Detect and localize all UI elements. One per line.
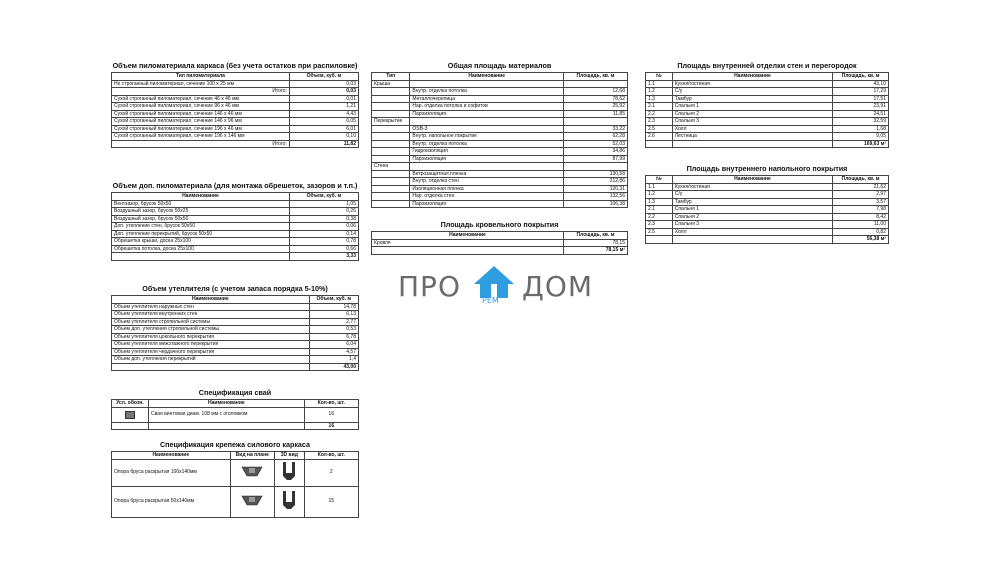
cell: Опора бруса раскрытая 50х140мм: [112, 486, 231, 517]
piles-title: Спецификация свай: [198, 388, 272, 397]
cell: 120,31: [563, 185, 627, 193]
table-row: [372, 125, 628, 133]
table-row: [372, 88, 628, 96]
materials-title: Общая площадь материалов: [447, 61, 552, 70]
table-row: [112, 95, 359, 103]
table-row: [112, 311, 359, 319]
col-header: Площадь, кв. м: [833, 73, 889, 81]
cell: Сухой строганный пиломатериал, сечение 46 х 46 мм: [112, 95, 290, 103]
cell: Объем доп. утепления перекрытий: [112, 356, 310, 364]
bracket-3d-icon: [275, 459, 305, 486]
cell: Объем утеплителя цокольного перекрытия: [112, 333, 310, 341]
brand-logo: [398, 262, 603, 312]
cell: 24,51: [833, 110, 889, 118]
cell: Лестница: [672, 133, 832, 141]
cell: 2.1: [646, 103, 673, 111]
cell: Тамбур: [672, 95, 832, 103]
cell: 7,98: [833, 206, 889, 214]
total-row: [112, 253, 359, 261]
table-row: [112, 200, 359, 208]
col-header: Наименование: [112, 296, 310, 304]
cell: 1.1: [646, 80, 673, 88]
empty-cell: [372, 110, 410, 118]
table-row: [112, 459, 359, 486]
cell: 130,58: [563, 170, 627, 178]
empty-cell: [646, 140, 673, 148]
bracket-3d-icon: [275, 486, 305, 517]
cell: Спальня 1: [672, 206, 832, 214]
cell: 6,04: [309, 341, 358, 349]
table-row: [112, 208, 359, 216]
walls-table: [645, 72, 889, 148]
cell: Кровля: [372, 239, 564, 247]
table-row: [112, 238, 359, 246]
cell: 0,01: [289, 95, 358, 103]
table-row: [112, 230, 359, 238]
cell: 0,53: [309, 326, 358, 334]
cell: Объем утеплителя межэтажного перекрытия: [112, 341, 310, 349]
cell: Внутр. отделка потолка: [410, 88, 564, 96]
table-row: [646, 183, 889, 191]
materials-table: [371, 72, 628, 208]
lumber-title: Объем пиломатериала каркаса (без учета остатков при распиловке): [112, 61, 358, 70]
table-row: [112, 125, 359, 133]
cell: Спальня 2: [672, 110, 832, 118]
cell: Изоляционная пленка: [410, 185, 564, 193]
cell: 16: [304, 407, 358, 422]
empty-cell: [563, 163, 627, 171]
table-row: [646, 213, 889, 221]
col-header: №: [646, 73, 673, 81]
col-header: Наименование: [112, 452, 231, 460]
subtotal-value: 0,03: [289, 88, 358, 96]
cell: Внутр. отделка потолка: [410, 140, 564, 148]
house-icon: [472, 264, 516, 300]
empty-cell: [372, 140, 410, 148]
roof-section: [371, 220, 628, 255]
cell: 0,05: [289, 118, 358, 126]
cell: Доп. утепление перекрытий, брусок 50х50: [112, 230, 290, 238]
empty-cell: [372, 193, 410, 201]
cell: Ветрозащитная пленка: [410, 170, 564, 178]
group-type: Крыша: [372, 80, 410, 88]
cell: С/у: [672, 88, 832, 96]
cell: 6,01: [289, 125, 358, 133]
table-row: [112, 80, 359, 88]
table-row: [112, 223, 359, 231]
cell: Нар. отделка потолка и софитов: [410, 103, 564, 111]
table-row: [372, 185, 628, 193]
empty-cell: [372, 103, 410, 111]
cell: Пароизоляция: [410, 200, 564, 208]
table-row: [646, 103, 889, 111]
group-row: [372, 80, 628, 88]
table-row: [646, 228, 889, 236]
empty-cell: [372, 148, 410, 156]
lumber-table: [111, 72, 359, 148]
table-row: [372, 103, 628, 111]
col-header: 3D вид: [275, 452, 305, 460]
col-header: Площадь, кв. м: [564, 232, 628, 240]
extra-lumber-section: [111, 181, 359, 261]
cell: Сухой строганный пиломатериал, сечение 146 х 96 мм: [112, 118, 290, 126]
table-row: [372, 110, 628, 118]
cell: 2.2: [646, 213, 673, 221]
table-row: [112, 356, 359, 364]
table-row: [112, 215, 359, 223]
insulation-section: [111, 284, 359, 371]
total-value: 78,15 м²: [564, 247, 628, 255]
col-header: Наименование: [672, 176, 832, 184]
col-header: Площадь, кв. м: [563, 73, 627, 81]
pile-symbol-icon: [112, 407, 149, 422]
empty-cell: [410, 163, 564, 171]
table-row: [112, 326, 359, 334]
table-row: [112, 110, 359, 118]
cell: 11,00: [833, 221, 889, 229]
cell: 52,03: [563, 140, 627, 148]
floor-table: [645, 175, 889, 244]
cell: 1.3: [646, 95, 673, 103]
cell: 9,05: [833, 133, 889, 141]
table-row: [646, 88, 889, 96]
logo-subtext: РЕМ: [482, 296, 499, 305]
cell: 0,26: [289, 208, 358, 216]
cell: 2.3: [646, 221, 673, 229]
col-header: Вид на плане: [230, 452, 274, 460]
fasteners-section: [111, 440, 359, 518]
cell: 2,77: [309, 318, 358, 326]
cell: 23,91: [833, 103, 889, 111]
table-row: [372, 155, 628, 163]
extra-lumber-title: Объем доп. пиломатериала (для монтажа обрешеток, зазоров и т.п.): [112, 181, 358, 190]
cell: Воздушный зазор, брусок 50х25: [112, 208, 290, 216]
col-header: Кол-во, шт.: [304, 400, 358, 408]
cell: 0,78: [289, 238, 358, 246]
cell: Не строганный пиломатериал, сечение 100 х 25 мм: [112, 80, 290, 88]
total-value: 3,33: [289, 253, 358, 261]
empty-cell: [372, 155, 410, 163]
col-header: Наименование: [672, 73, 832, 81]
cell: Кухня/гостиная: [672, 183, 832, 191]
table-row: [112, 348, 359, 356]
total-value: 16: [304, 422, 358, 430]
total-value: 11,82: [289, 140, 358, 148]
total-row: [646, 236, 889, 244]
cell: Спальня 1: [672, 103, 832, 111]
cell: С/у: [672, 191, 832, 199]
cell: 25,92: [563, 103, 627, 111]
cell: 4,43: [289, 110, 358, 118]
cell: Объем утеплителя стропильной системы: [112, 318, 310, 326]
group-type: Перекрытие: [372, 118, 410, 126]
cell: 17,29: [833, 88, 889, 96]
bracket-plan-icon: [230, 459, 274, 486]
cell: Внутр. отделка стен: [410, 178, 564, 186]
empty-cell: [563, 118, 627, 126]
roof-title: Площадь кровельного покрытия: [440, 220, 559, 229]
total-label: [112, 253, 290, 261]
cell: Пароизоляция: [410, 110, 564, 118]
cell: 2.5: [646, 228, 673, 236]
table-row: [646, 133, 889, 141]
cell: 106,38: [563, 200, 627, 208]
total-label: [112, 363, 310, 371]
table-row: [646, 125, 889, 133]
subtotal-label: Итого:: [112, 88, 290, 96]
group-type: Стена: [372, 163, 410, 171]
cell: Гидроизоляция: [410, 148, 564, 156]
cell: Вентзазор, брусок 50х50: [112, 200, 290, 208]
table-row: [646, 221, 889, 229]
cell: 1.2: [646, 191, 673, 199]
walls-section: [645, 61, 889, 148]
table-row: [646, 95, 889, 103]
roof-table: [371, 231, 628, 255]
piles-section: [111, 388, 359, 430]
cell: 2: [304, 459, 358, 486]
table-row: [112, 303, 359, 311]
logo-text-right: ДОМ: [522, 270, 594, 303]
fasteners-title: Спецификация крепежа силового каркаса: [159, 440, 311, 449]
cell: 33,22: [563, 125, 627, 133]
total-row: [112, 422, 359, 430]
cell: 6,13: [309, 311, 358, 319]
table-row: [646, 198, 889, 206]
table-row: [372, 95, 628, 103]
table-row: [372, 178, 628, 186]
cell: 3,57: [833, 198, 889, 206]
empty-cell: [149, 422, 305, 430]
cell: Объем доп. утепления стропильной системы: [112, 326, 310, 334]
cell: 1,4: [309, 356, 358, 364]
empty-cell: [410, 118, 564, 126]
empty-cell: [672, 140, 832, 148]
cell: 43,10: [833, 80, 889, 88]
cell: 4,57: [309, 348, 358, 356]
cell: Пароизоляция: [410, 155, 564, 163]
cell: 34,86: [563, 148, 627, 156]
cell: 11,85: [563, 110, 627, 118]
table-row: [112, 103, 359, 111]
cell: Опора бруса раскрытая 100х140мм: [112, 459, 231, 486]
cell: Сухой строганный пиломатериал, сечение 146 х 46 мм: [112, 110, 290, 118]
cell: 8,42: [833, 213, 889, 221]
cell: 62,28: [563, 133, 627, 141]
bracket-plan-icon: [230, 486, 274, 517]
col-header: Кол-во, шт.: [304, 452, 358, 460]
cell: 14,78: [309, 303, 358, 311]
table-row: [372, 193, 628, 201]
table-row: [112, 118, 359, 126]
cell: 132,56: [563, 193, 627, 201]
cell: Доп. утепление стен, брусок 50х50: [112, 223, 290, 231]
extra-lumber-table: [111, 192, 359, 261]
cell: Объем утеплителя чердачного перекрытия: [112, 348, 310, 356]
table-row: [112, 245, 359, 253]
cell: Спальня 3: [672, 118, 832, 126]
empty-cell: [372, 88, 410, 96]
cell: Тамбур: [672, 198, 832, 206]
col-header: №: [646, 176, 673, 184]
cell: 0,03: [289, 80, 358, 88]
floor-section: [645, 164, 889, 244]
col-header: Наименование: [112, 193, 290, 201]
cell: 32,59: [833, 118, 889, 126]
cell: 1,68: [833, 125, 889, 133]
table-row: [646, 80, 889, 88]
cell: Обрешетка потолка, доска 25х100: [112, 245, 290, 253]
total-value: 43,00: [309, 363, 358, 371]
table-row: [112, 133, 359, 141]
floor-title: Площадь внутреннего напольного покрытия: [686, 164, 848, 173]
empty-cell: [372, 247, 564, 255]
insulation-title: Объем утеплителя (с учетом запаса порядка 5-10%): [142, 284, 328, 293]
cell: Обрешетка крыши, доска 25х100: [112, 238, 290, 246]
col-header: Объем, куб. м: [289, 73, 358, 81]
cell: 6,78: [309, 333, 358, 341]
empty-cell: [672, 236, 832, 244]
table-row: [112, 333, 359, 341]
table-row: [646, 110, 889, 118]
cell: Спальня 2: [672, 213, 832, 221]
empty-cell: [372, 200, 410, 208]
table-row: [372, 133, 628, 141]
cell: 2.3: [646, 118, 673, 126]
subtotal-row: [112, 88, 359, 96]
materials-section: [371, 61, 628, 208]
empty-cell: [372, 185, 410, 193]
cell: Объем утеплителя внутренних стен: [112, 311, 310, 319]
cell: Кухня/гостиная: [672, 80, 832, 88]
cell: 1.1: [646, 183, 673, 191]
empty-cell: [372, 95, 410, 103]
total-row: [372, 247, 628, 255]
col-header: Объем, куб. м: [309, 296, 358, 304]
total-value: 56,38 м²: [833, 236, 889, 244]
cell: Холл: [672, 228, 832, 236]
cell: 1.3: [646, 198, 673, 206]
cell: 212,86: [563, 178, 627, 186]
cell: 2.2: [646, 110, 673, 118]
table-row: [372, 200, 628, 208]
cell: 17,51: [833, 95, 889, 103]
cell: 0,06: [289, 223, 358, 231]
table-row: [646, 118, 889, 126]
cell: 1.2: [646, 88, 673, 96]
lumber-section: [111, 61, 359, 148]
col-header: Наименование: [372, 232, 564, 240]
total-label: Итого:: [112, 140, 290, 148]
empty-cell: [372, 133, 410, 141]
col-header: Объем, куб. м: [289, 193, 358, 201]
table-row: [372, 148, 628, 156]
cell: 0,38: [289, 215, 358, 223]
empty-cell: [372, 170, 410, 178]
table-row: [112, 318, 359, 326]
table-row: [112, 486, 359, 517]
col-header: Наименование: [410, 73, 564, 81]
cell: Объем утеплителя наружных стен: [112, 303, 310, 311]
cell: 78,62: [563, 95, 627, 103]
cell: 15: [304, 486, 358, 517]
cell: 2,97: [833, 191, 889, 199]
col-header: Тип пиломатериала: [112, 73, 290, 81]
cell: Сухой строганный пиломатериал, сечение 196 х 146 мм: [112, 133, 290, 141]
cell: 0,14: [289, 230, 358, 238]
cell: Спальня 3: [672, 221, 832, 229]
cell: Сухой строганный пиломатериал, сечение 96 х 46 мм: [112, 103, 290, 111]
table-row: [372, 239, 628, 247]
empty-cell: [646, 236, 673, 244]
cell: Металлочерепица: [410, 95, 564, 103]
cell: Внутр. напольное покрытие: [410, 133, 564, 141]
piles-table: [111, 399, 359, 430]
total-row: [112, 363, 359, 371]
cell: 21,62: [833, 183, 889, 191]
cell: 2.5: [646, 125, 673, 133]
table-row: [112, 341, 359, 349]
table-row: [372, 140, 628, 148]
table-row: [372, 170, 628, 178]
empty-cell: [372, 178, 410, 186]
cell: Воздушный зазор, брусок 50х50: [112, 215, 290, 223]
cell: 2.1: [646, 206, 673, 214]
total-value: 169,63 м²: [833, 140, 889, 148]
cell: 0,10: [289, 133, 358, 141]
cell: 12,68: [563, 88, 627, 96]
cell: 0,66: [289, 245, 358, 253]
empty-cell: [563, 80, 627, 88]
total-row: [112, 140, 359, 148]
total-row: [646, 140, 889, 148]
cell: 0,82: [833, 228, 889, 236]
empty-cell: [410, 80, 564, 88]
table-row: [646, 206, 889, 214]
cell: 1,21: [289, 103, 358, 111]
cell: 87,99: [563, 155, 627, 163]
fasteners-table: [111, 451, 359, 518]
empty-cell: [372, 125, 410, 133]
group-row: [372, 163, 628, 171]
col-header: Усл. обозн.: [112, 400, 149, 408]
cell: 1,05: [289, 200, 358, 208]
logo-text-left: ПРО: [398, 270, 461, 303]
cell: Нар. отделка стен: [410, 193, 564, 201]
col-header: Наименование: [149, 400, 305, 408]
cell: Холл: [672, 125, 832, 133]
col-header: Площадь, кв. м: [833, 176, 889, 184]
empty-cell: [112, 422, 149, 430]
cell: 2.6: [646, 133, 673, 141]
col-header: Тип: [372, 73, 410, 81]
cell: OSB-3: [410, 125, 564, 133]
cell: Сухой строганный пиломатериал, сечение 196 х 46 мм: [112, 125, 290, 133]
table-row: [112, 407, 359, 422]
insulation-table: [111, 295, 359, 371]
walls-title: Площадь внутренней отделки стен и перегородок: [677, 61, 857, 70]
group-row: [372, 118, 628, 126]
cell: 78,15: [564, 239, 628, 247]
table-row: [646, 191, 889, 199]
cell: Свая винтовая диам. 108 мм с оголовком: [149, 407, 305, 422]
